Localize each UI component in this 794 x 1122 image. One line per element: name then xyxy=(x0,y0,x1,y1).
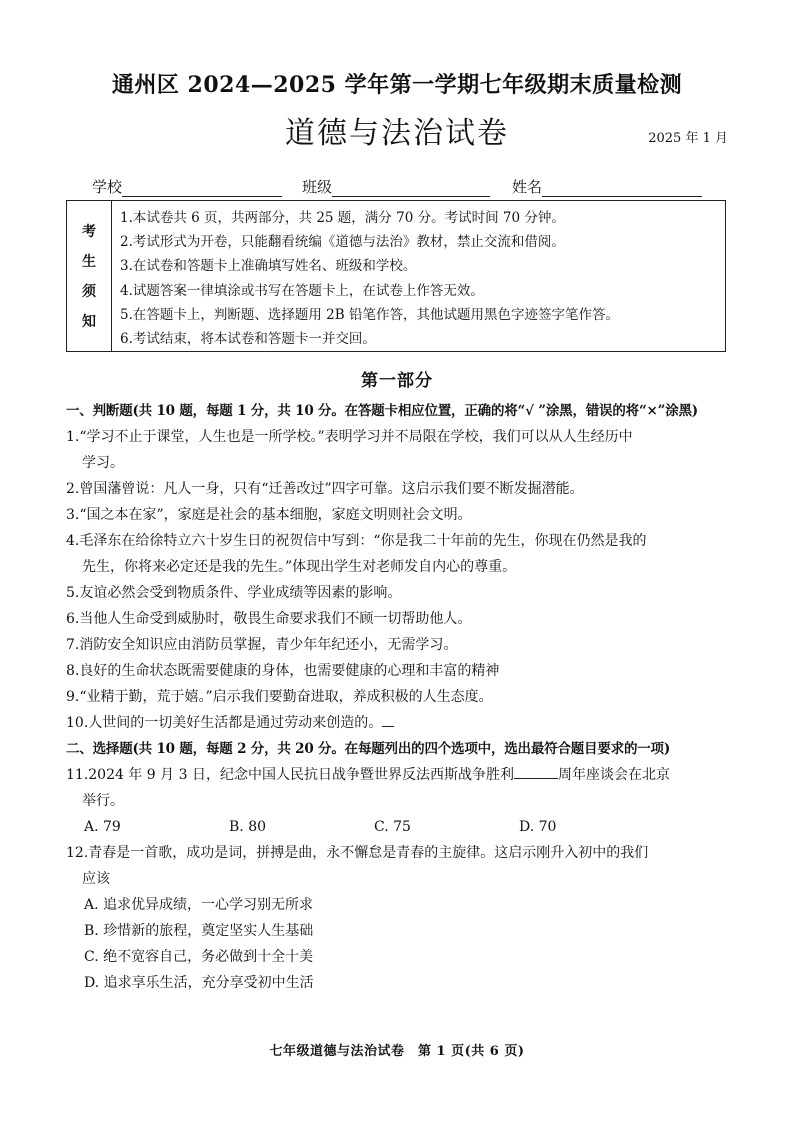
name-blank[interactable] xyxy=(542,180,702,197)
question-text-cont: 学习。 xyxy=(82,455,124,471)
school-label: 学校 xyxy=(92,178,123,196)
notice-item: 5.在答题卡上，判断题、选择题用 2B 铅笔作答，其他试题用黑色字迹签字笔作答。 xyxy=(120,306,619,323)
part-one-title: 第一部分 xyxy=(361,371,433,391)
question-text-part: 11.2024 年 9 月 3 日，纪念中国人民抗日战争暨世界反法西斯战争胜利 xyxy=(66,767,514,783)
exam-date: 2025 年 1 月 xyxy=(648,131,728,146)
question-2: 2.曾国藩曾说：凡人一身，只有“迁善改过”四字可靠。这启示我们要不断发掘潜能。 xyxy=(66,481,584,497)
question-text: 12.青春是一首歌，成功是词，拼搏是曲，永不懈怠是青春的主旋律。这启示刚升入初中的我们 xyxy=(66,845,649,861)
option-a: A. 追求优异成绩，一心学习别无所求 xyxy=(84,897,314,913)
exam-subject-title: 道德与法治试卷 xyxy=(285,116,509,151)
option-b: B. 珍惜新的旅程，奠定坚实人生基础 xyxy=(84,923,314,939)
option-c: C. 75 xyxy=(374,819,411,835)
class-label: 班级 xyxy=(302,178,333,196)
option-d: D. 追求享乐生活，充分享受初中生活 xyxy=(84,975,314,991)
question-text: 10.人世间的一切美好生活都是通过劳动来创造的。 xyxy=(66,715,383,731)
question-5: 5.友谊必然会受到物质条件、学业成绩等因素的影响。 xyxy=(66,585,402,601)
question-4 xyxy=(66,528,730,580)
option-d: D. 70 xyxy=(519,819,557,835)
question-7: 7.消防安全知识应由消防员掌握，青少年年纪还小，无需学习。 xyxy=(66,637,458,653)
notice-label xyxy=(67,201,112,351)
name-label: 姓名 xyxy=(512,178,543,196)
notice-item: 3.在试卷和答题卡上准确填写姓名、班级和学校。 xyxy=(120,258,417,275)
question-text-cont: 应该 xyxy=(82,871,110,887)
question-text xyxy=(66,762,730,788)
option-c: C. 绝不宽容自己，务必做到十全十美 xyxy=(84,949,314,965)
notice-item: 6.考试结束，将本试卷和答题卡一并交回。 xyxy=(120,331,376,348)
name-field xyxy=(512,176,702,197)
question-9: 9.“业精于勤，荒于嬉。”启示我们要勤奋进取，养成积极的人生态度。 xyxy=(66,689,493,705)
question-text: 1.“学习不止于课堂，人生也是一所学校。”表明学习并不局限在学校，我们可以从人生经历中 xyxy=(66,429,633,445)
exam-notice-box xyxy=(66,200,726,352)
answer-blank xyxy=(382,712,394,727)
notice-item: 1.本试卷共 6 页，共两部分，共 25 题，满分 70 分。考试时间 70 分钟。 xyxy=(120,210,565,226)
notice-items xyxy=(112,201,725,351)
option-a: A. 79 xyxy=(84,819,121,835)
fill-blank xyxy=(514,764,558,779)
question-text-cont: 先生，你将来必定还是我的先生。”体现出学生对老师发自内心的尊重。 xyxy=(82,559,517,575)
page-footer: 七年级道德与法治试卷 第 1 页(共 6 页) xyxy=(269,1044,525,1059)
class-blank[interactable] xyxy=(332,180,490,197)
section-heading-judgement: 一、判断题(共 10 题，每题 1 分，共 10 分。在答题卡相应位置，正确的将“√ ”涂黑，错误的将“×”涂黑) xyxy=(66,403,698,419)
school-field xyxy=(92,176,282,197)
question-6: 6.当他人生命受到威胁时，敬畏生命要求我们不顾一切帮助他人。 xyxy=(66,611,472,627)
question-10 xyxy=(66,710,730,736)
question-text-cont: 举行。 xyxy=(82,793,124,809)
question-12 xyxy=(66,840,730,892)
section-heading-choice: 二、选择题(共 10 题，每题 2 分，共 20 分。在每题列出的四个选项中，选出最符合题目要求的一项) xyxy=(66,741,671,757)
class-field xyxy=(302,176,490,197)
notice-label-char: 须 xyxy=(82,284,96,300)
question-3: 3.“国之本在家”，家庭是社会的基本细胞，家庭文明则社会文明。 xyxy=(66,507,472,523)
notice-item: 2.考试形式为开卷，只能翻看统编《道德与法治》教材，禁止交流和借阅。 xyxy=(120,234,565,251)
notice-label-char: 知 xyxy=(82,314,96,330)
question-text: 4.毛泽东在给徐特立六十岁生日的祝贺信中写到：“你是我二十年前的先生，你现在仍然是我的 xyxy=(66,533,647,549)
question-text-part: 周年座谈会在北京 xyxy=(557,767,670,783)
notice-item: 4.试题答案一律填涂或书写在答题卡上，在试卷上作答无效。 xyxy=(120,282,484,299)
notice-label-char: 考 xyxy=(82,224,96,240)
question-11 xyxy=(66,762,730,814)
question-1 xyxy=(66,424,730,476)
exam-title: 通州区 2024—2025 学年第一学期七年级期末质量检测 xyxy=(111,72,683,98)
school-blank[interactable] xyxy=(122,180,282,197)
option-b: B. 80 xyxy=(229,819,267,835)
question-11-options xyxy=(66,814,730,840)
notice-label-char: 生 xyxy=(82,254,96,270)
exam-content xyxy=(66,398,730,996)
question-8: 8.良好的生命状态既需要健康的身体，也需要健康的心理和丰富的精神 xyxy=(66,663,500,679)
